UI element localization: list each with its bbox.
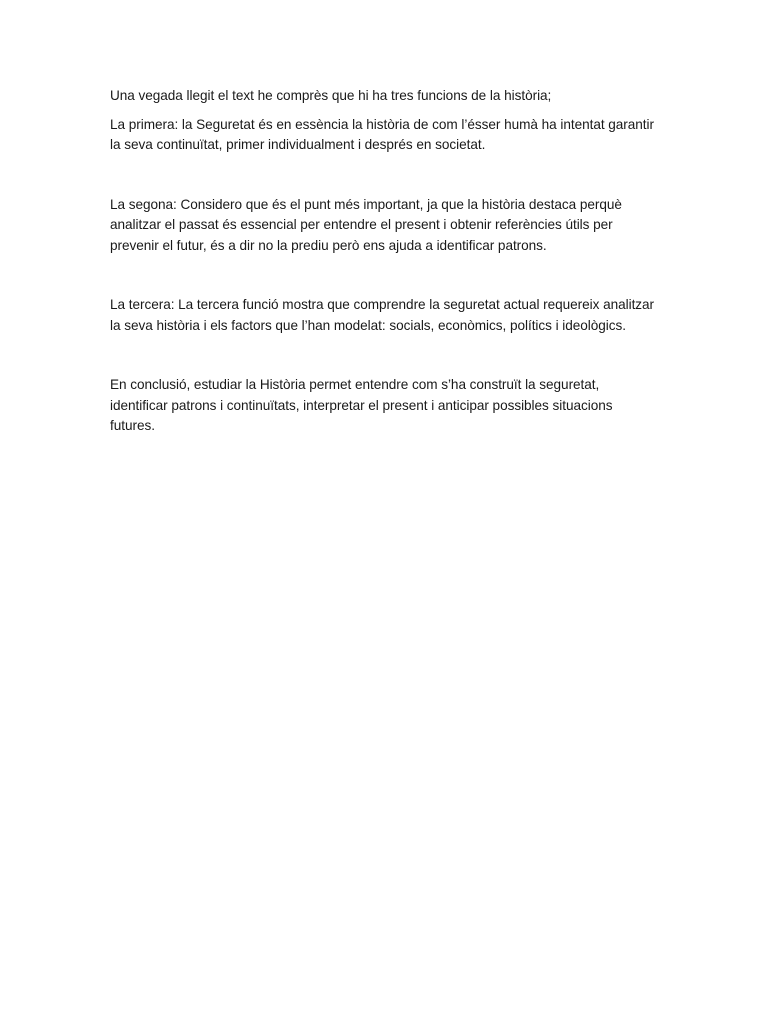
paragraph-intro: Una vegada llegit el text he comprès que hi ha tres funcions de la història;: [110, 88, 552, 103]
paragraph-third-function: La tercera: La tercera funció mostra que comprendre la seguretat actual requereix analitzar la seva història i els factors que l’han modelat: socials, econòmics, polítics i ideològics.: [110, 297, 655, 333]
paragraph-first-function: La primera: la Seguretat és en essència la història de com l’ésser humà ha intentat garantir la seva continuïtat, primer individualment i després en societat.: [110, 116, 654, 152]
paragraph-second-function: La segona: Considero que és el punt més important, ja que la història destaca perquè analitzar el passat és essencial per entendre el present i obtenir referències útils per prevenir el futur, és a dir no la prediu però ens ajuda a identificar patrons.: [110, 196, 622, 253]
document-body: [110, 86, 658, 437]
paragraph-conclusion: En conclusió, estudiar la Història permet entendre com s’ha construït la seguretat, identificar patrons i continuïtats, interpretar el present i anticipar possibles situacions futures.: [110, 377, 613, 433]
